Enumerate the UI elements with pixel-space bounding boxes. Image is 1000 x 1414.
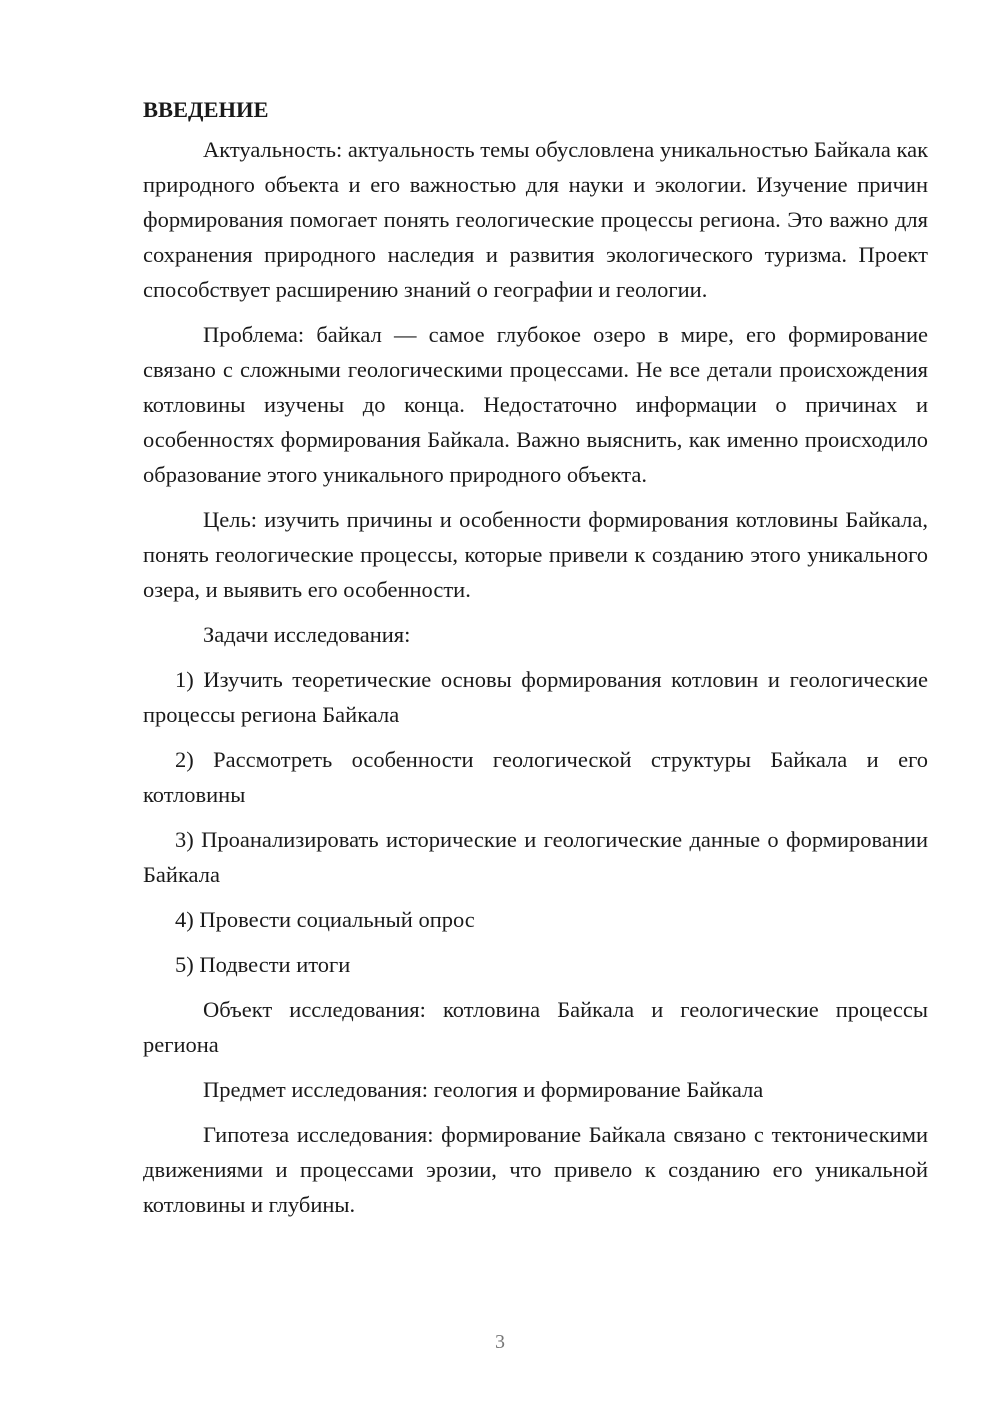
task-item-4: 4) Провести социальный опрос (175, 907, 475, 932)
paragraph-relevance: Актуальность: актуальность темы обусловлена уникальностью Байкала как природного объекта и его важностью для науки и экологии. Изучение причин формирования помогает понять геологические процессы региона. Это важно для сохранения природного наследия и развития экологического туризма. Проект способствует расширению знаний о географии и геологии. (143, 137, 928, 302)
paragraph-problem: Проблема: байкал — самое глубокое озеро в мире, его формирование связано с сложными геологическими процессами. Не все детали происхождения котловины изучены до конца. Недостаточно информации о причинах и особенностях формирования Байкала. Важно выяснить, как именно происходило образование этого уникального природного объекта. (143, 322, 928, 487)
task-item-2: 2) Рассмотреть особенности геологической структуры Байкала и его котловины (143, 747, 928, 807)
paragraph-object: Объект исследования: котловина Байкала и геологические процессы региона (143, 997, 928, 1057)
paragraph-subject: Предмет исследования: геология и формирование Байкала (203, 1077, 764, 1102)
task-item-1: 1) Изучить теоретические основы формирования котловин и геологические процессы региона Байкала (143, 667, 928, 727)
tasks-heading: Задачи исследования: (203, 622, 411, 647)
task-item-3: 3) Проанализировать исторические и геологические данные о формировании Байкала (143, 827, 928, 887)
section-heading: ВВЕДЕНИЕ (143, 97, 269, 122)
page-content (143, 92, 928, 1232)
paragraph-hypothesis: Гипотеза исследования: формирование Байкала связано с тектоническими движениями и процессами эрозии, что привело к созданию его уникальной котловины и глубины. (143, 1122, 928, 1217)
task-item-5: 5) Подвести итоги (175, 952, 351, 977)
paragraph-goal: Цель: изучить причины и особенности формирования котловины Байкала, понять геологические процессы, которые привели к созданию этого уникального озера, и выявить его особенности. (143, 507, 928, 602)
page-number: 3 (495, 1331, 505, 1353)
